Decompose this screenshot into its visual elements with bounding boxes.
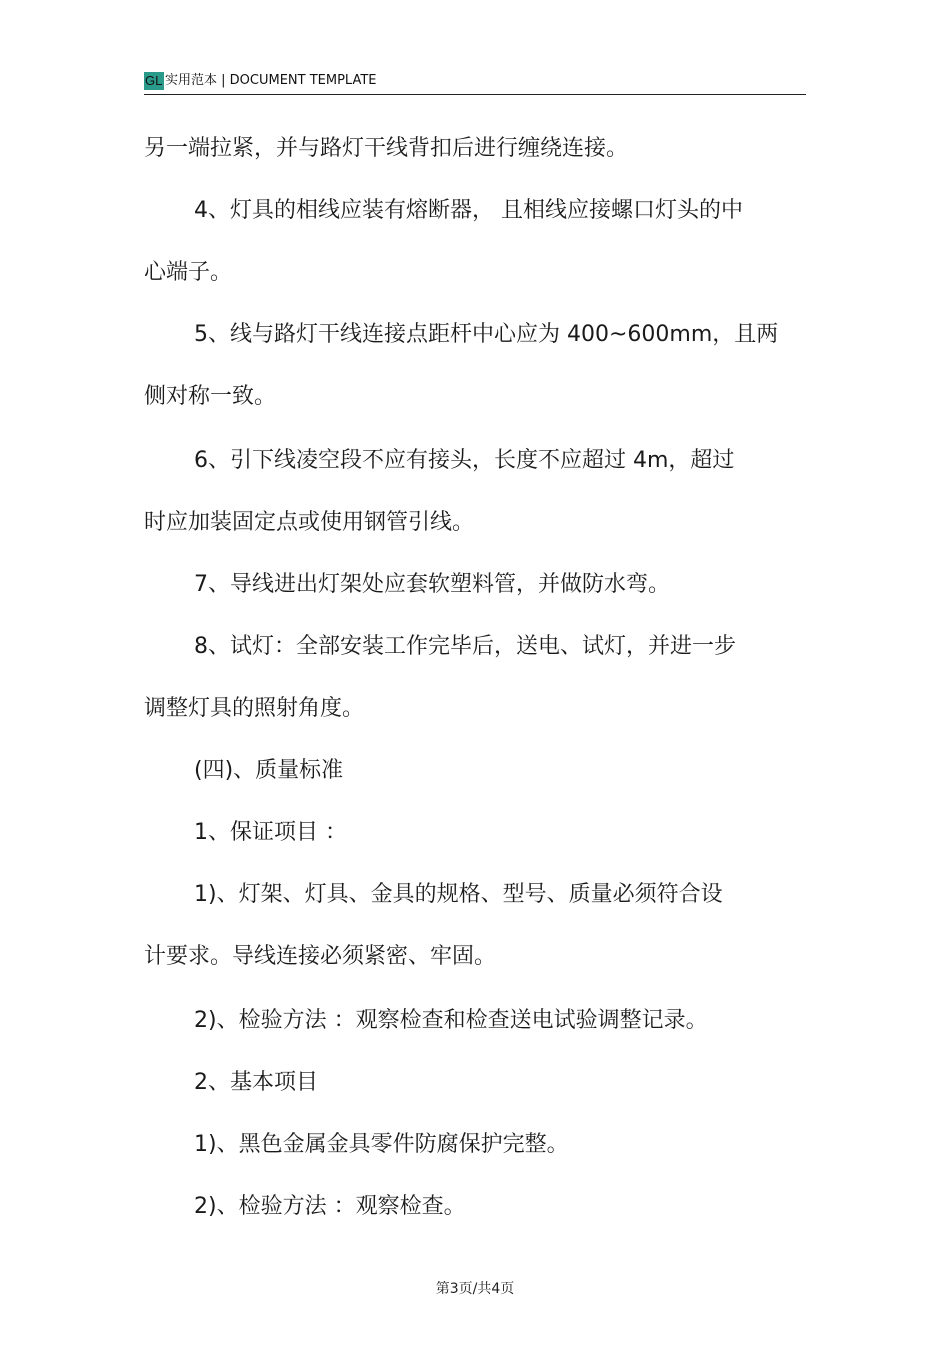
text-line: 7、导线进出灯架处应套软塑料管，并做防水弯。 [194, 572, 670, 597]
document-header [144, 70, 806, 95]
text-line: 4、灯具的相线应装有熔断器， 且相线应接螺口灯头的中 [194, 198, 743, 223]
text-line: 2)、检验方法 ：观察检查和检查送电试验调整记录。 [194, 1008, 708, 1033]
text-line: 心端子。 [144, 260, 233, 285]
text-line: 调整灯具的照射角度。 [144, 696, 365, 721]
text-line: 计要求。导线连接必须紧密、牢固。 [144, 944, 497, 969]
text-line: 2、基本项目 [194, 1070, 318, 1095]
text-line: 6、引下线凌空段不应有接头，长度不应超过 4m，超过 [194, 448, 735, 473]
header-title: 实用范本 | DOCUMENT TEMPLATE [165, 73, 377, 88]
text-line: 2)、检验方法 ：观察检查。 [194, 1194, 466, 1219]
text-line: 时应加装固定点或使用钢管引线。 [144, 510, 475, 535]
text-line: 另一端拉紧，并与路灯干线背扣后进行缠绕连接。 [144, 136, 629, 161]
text-line: 8、试灯：全部安装工作完毕后，送电、试灯，并进一步 [194, 634, 736, 659]
text-line: 侧对称一致。 [144, 384, 277, 409]
logo-text: GL [145, 73, 163, 88]
page-number: 第3页/共4页 [435, 1281, 515, 1297]
text-line: 1)、灯架、灯具、金具的规格、型号、质量必须符合设 [194, 882, 723, 907]
text-line: 1、保证项目 ： [194, 820, 347, 845]
text-line: 5、线与路灯干线连接点距杆中心应为 400~600mm，且两 [194, 322, 779, 347]
text-line: 1)、黑色金属金具零件防腐保护完整。 [194, 1132, 569, 1157]
section-heading: (四)、质量标准 [194, 758, 344, 783]
